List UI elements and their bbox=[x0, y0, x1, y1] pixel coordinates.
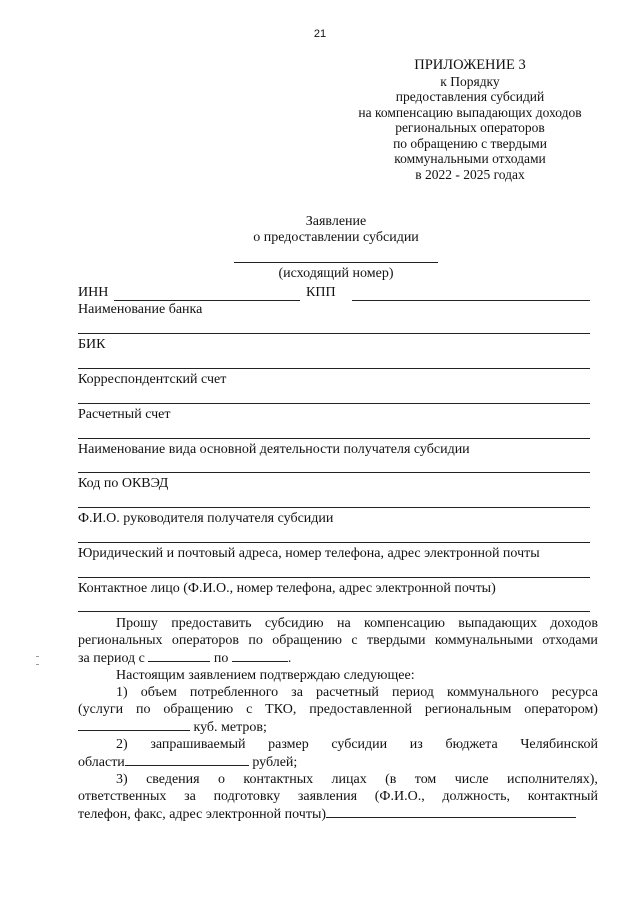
subsidy-amount-field[interactable] bbox=[125, 753, 249, 766]
appendix-line: в 2022 - 2025 годах bbox=[415, 166, 525, 182]
resource-volume-field[interactable] bbox=[78, 718, 190, 731]
appendix-line: по обращению с твердыми bbox=[393, 135, 547, 151]
director-field[interactable] bbox=[78, 542, 590, 543]
appendix-line: предоставления субсидий bbox=[395, 89, 545, 104]
appendix-header bbox=[330, 58, 610, 182]
document-title bbox=[0, 214, 640, 246]
kpp-field[interactable] bbox=[352, 300, 590, 301]
bik-label: БИК bbox=[78, 337, 106, 352]
settlement-account-label: Расчетный счет bbox=[78, 407, 171, 422]
title-line-1: Заявление bbox=[305, 214, 367, 229]
bik-field[interactable] bbox=[78, 368, 590, 369]
scan-artifact bbox=[36, 656, 39, 657]
appendix-line: региональных операторов bbox=[395, 120, 545, 135]
okved-field[interactable] bbox=[78, 507, 590, 508]
bank-name-field[interactable] bbox=[78, 333, 590, 334]
activity-field[interactable] bbox=[78, 472, 590, 473]
contact-persons-field[interactable] bbox=[326, 805, 576, 818]
request-line-1: Прошу предоставить субсидию на компенсацию выпадающих доходов bbox=[116, 616, 598, 631]
contact-field[interactable] bbox=[78, 611, 590, 612]
corr-account-label: Корреспондентский счет bbox=[78, 372, 227, 387]
item1-line-1: 1) объем потребленного за расчетный период коммунального ресурса bbox=[116, 685, 598, 700]
appendix-heading: ПРИЛОЖЕНИЕ 3 bbox=[414, 57, 526, 73]
contact-label: Контактное лицо (Ф.И.О., номер телефона, адрес электронной почты) bbox=[78, 581, 496, 596]
appendix-line: коммунальными отходами bbox=[394, 151, 546, 166]
corr-account-field[interactable] bbox=[78, 403, 590, 404]
activity-label: Наименование вида основной деятельности получателя субсидии bbox=[78, 442, 470, 457]
request-line-3: за период с по . bbox=[78, 651, 292, 666]
item3-line-1: 3) сведения о контактных лицах (в том числе исполнителях), bbox=[116, 772, 598, 787]
application-body bbox=[78, 615, 598, 823]
item3-line-2: ответственных за подготовку заявления (Ф.И.О., должность, контактный bbox=[78, 789, 598, 804]
item3-line-3: телефон, факс, адрес электронной почты) bbox=[78, 805, 598, 823]
outgoing-number-label: (исходящий номер) bbox=[278, 266, 394, 281]
bank-name-label: Наименование банка bbox=[78, 302, 203, 317]
period-to-field[interactable] bbox=[232, 649, 288, 662]
kpp-label: КПП bbox=[306, 285, 336, 300]
item2-line-2: области рублей; bbox=[78, 755, 298, 770]
addresses-field[interactable] bbox=[78, 577, 590, 578]
inn-field[interactable] bbox=[114, 300, 300, 301]
okved-label: Код по ОКВЭД bbox=[78, 476, 169, 491]
director-label: Ф.И.О. руководителя получателя субсидии bbox=[78, 511, 334, 526]
outgoing-number-field[interactable] bbox=[234, 262, 438, 263]
item1-line-3: куб. метров; bbox=[78, 718, 598, 736]
inn-kpp-row bbox=[78, 285, 590, 303]
item1-line-2: (услуги по обращению с ТКО, предоставленной региональным оператором) bbox=[78, 702, 598, 717]
settlement-account-field[interactable] bbox=[78, 438, 590, 439]
appendix-line: к Порядку bbox=[440, 73, 500, 89]
item2-line-1: 2) запрашиваемый размер субсидии из бюджета Челябинской bbox=[116, 737, 598, 752]
title-line-2: о предоставлении субсидии bbox=[253, 230, 419, 245]
addresses-label: Юридический и почтовый адреса, номер телефона, адрес электронной почты bbox=[78, 546, 540, 561]
scan-artifact bbox=[36, 664, 39, 665]
inn-label: ИНН bbox=[78, 285, 109, 300]
page-number: 21 bbox=[313, 28, 327, 40]
request-line-2: региональных операторов по обращению с твердыми коммунальными отходами bbox=[78, 633, 598, 648]
confirm-line: Настоящим заявлением подтверждаю следующее: bbox=[116, 668, 415, 683]
period-from-field[interactable] bbox=[148, 649, 210, 662]
appendix-line: на компенсацию выпадающих доходов bbox=[358, 104, 582, 120]
